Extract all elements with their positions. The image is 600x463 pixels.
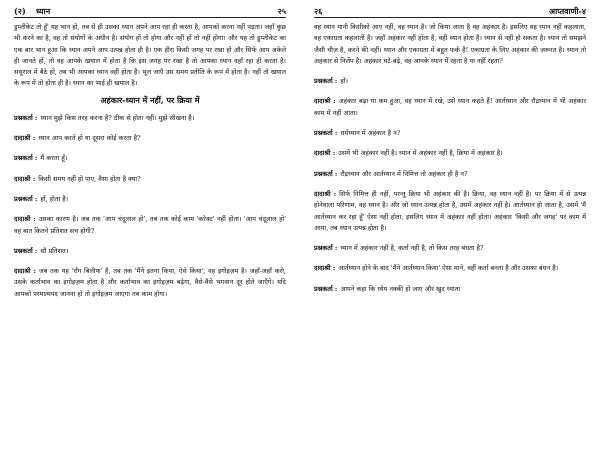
right-page	[300, 0, 600, 463]
dialogue-text: उसमें भी अहंकार नहीं है। ध्यान में अहंकार नहीं है, क्रिया में अहंकार है।	[338, 149, 503, 158]
dialogue-text: किसी समय नहीं हो पाए, वैसा होता है क्या?	[38, 174, 141, 183]
left-page-number: (२)	[14, 6, 26, 16]
left-header-rule	[14, 17, 286, 18]
right-header-rule	[314, 17, 586, 18]
dialogue-entry	[314, 128, 586, 139]
dialogue-text: आर्तध्यान होने के बाद 'मैंने आर्तध्यान किया' ऐसा माने, वहीं कर्ता बनता है और उसका बंधन है।	[338, 264, 559, 273]
speaker-label: दादाश्री :	[314, 149, 336, 158]
left-page-header	[14, 4, 286, 18]
speaker-label: प्रश्नकर्ता :	[14, 246, 38, 255]
dialogue-entry	[14, 246, 286, 257]
dialogue-text: अहंकार बढ़ा या कम हुआ, वह ध्यान में रखे, उसे ध्यान कहते हैं! आर्तध्यान और रौद्रध्यान में भी अहंकार काम में नहीं आता।	[314, 97, 587, 117]
dialogue-text: हाँ, होता है।	[40, 194, 69, 203]
dialogue-entry	[14, 214, 286, 237]
right-top-paragraph: वह ध्यान यानी किसीको आए नहीं, वह ध्यान है। जो किया जाता है वह अहंकार है। इसलिए वह ध्यान नहीं कहलाता, वह एकाग्रता कहलाती है। जहाँ अहंकार नहीं होता है, वहीं ध्यान होता है। ध्यान से नहीं हो सकता है। ध्यान तो समझने जैसी चीज़ है, करने की नहीं। ध्यान और एकाग्रता में बहुत फर्क है! एकाग्रता के लिए अहंकार की ज़रूरत है। ध्यान तो अहंकार से निर्लेप है। अहंकार घटे-बढ़े, वह आपके ध्यान में रहता है या नहीं रहता?	[314, 23, 586, 65]
dialogue-text: सौ प्रतिशत।	[40, 246, 69, 255]
dialogue-entry	[14, 266, 286, 300]
right-folio: २६	[314, 6, 323, 16]
left-page-body	[14, 22, 286, 304]
dialogue-entry	[14, 194, 286, 205]
speaker-label: प्रश्नकर्ता :	[14, 154, 38, 163]
section-heading: अहंकार-ध्यान में नहीं, पर क्रिया में	[100, 94, 200, 105]
speaker-label: प्रश्नकर्ता :	[314, 129, 338, 138]
right-page-body	[314, 22, 586, 299]
dialogue-entry	[14, 113, 286, 124]
speaker-label: दादाश्री :	[314, 189, 337, 198]
dialogue-text: आपने कहा कि ध्येय नक्की हो जाए और खुद ध्याता	[340, 284, 461, 293]
dialogue-entry	[314, 263, 586, 274]
speaker-label: दादाश्री :	[14, 267, 36, 276]
dialogue-entry	[14, 153, 286, 164]
speaker-label: दादाश्री :	[14, 215, 36, 224]
speaker-label: प्रश्नकर्ता :	[314, 77, 338, 86]
left-folio: २५	[277, 6, 286, 16]
dialogue-entry	[14, 174, 286, 185]
speaker-label: प्रश्नकर्ता :	[314, 244, 338, 253]
dialogue-text: धर्मध्यान में अहंकार है न?	[340, 129, 401, 138]
dialogue-text: मैं करता हूँ।	[40, 154, 68, 163]
dialogue-entry	[314, 148, 586, 159]
dialogue-entry	[314, 189, 586, 234]
left-running-title: ध्यान	[36, 6, 51, 16]
speaker-label: प्रश्नकर्ता :	[314, 169, 338, 178]
speaker-label: दादाश्री :	[314, 264, 336, 273]
dialogue-entry	[314, 284, 586, 295]
right-running-title: आप्तवाणी-४	[548, 6, 586, 16]
dialogue-entry	[314, 96, 586, 119]
speaker-label: प्रश्नकर्ता :	[314, 284, 338, 293]
speaker-label: दादाश्री :	[314, 97, 336, 106]
speaker-label: प्रश्नकर्ता :	[14, 194, 38, 203]
dialogue-entry	[14, 133, 286, 144]
dialogue-text: रौद्रध्यान और आर्तध्यान में निमित्त तो अहंकार ही है न?	[340, 169, 468, 178]
dialogue-text: ध्यान आप करते हो या दूसरा कोई करता है?	[38, 134, 141, 143]
speaker-label: दादाश्री :	[14, 174, 36, 183]
left-top-paragraph: डुप्लीकेट तो हूँ' यह भान हो, तब से ही उसका ध्यान अपने आप रहा ही करता है, आपको करना नहीं पड़ता। जहाँ कुछ भी करने का है, वह तो संयोगों के अधीन है। संयोग हों तो होगा और नहीं हों तो नहीं होगा। और यह तो डुप्लीकेट का एक बार भान हुआ कि ध्यान अपने आप उत्पन्न होता ही है। एक हीरा किसी जगह पर रखा हो और सिर्फ आप अकेले ही जानते हों, तो वह आपके खयाल में होता है कि इस जगह पर रखा है तो आपका ध्यान वहाँ रहा ही करता है। ससुराल में बैठे हों, तब भी आपका ध्यान वहीं होता है। भूल जाएँ उस समय प्रतीति के रूप में होता है। नहीं तो खयाल के रूप में तो होता ही है। ध्यान का भाई ही खयाल है।	[14, 23, 286, 88]
dialogue-text: उसका कारण है। जब तक 'आप चंदूलाल हो', तब तक कोई काम 'करेक्ट' नहीं होता। 'आप चंदूलाल हो' वह बात कितने प्रतिशत सच होगी?	[14, 215, 287, 235]
right-page-header	[314, 4, 586, 18]
dialogue-text: ध्यान में अहंकार नहीं है, कर्ता नहीं है, तो किस तरह बंधता है?	[340, 244, 484, 253]
dialogue-text: सिर्फ निमित्त ही नहीं, परन्तु क्रिया भी अहंकार की है। क्रिया, वह ध्यान नहीं है। पर क्रिया में से उत्पन्न होनेवाला परिणाम, वह ध्यान है। और जो ध्यान उत्पन्न होता है, उसमें अहंकार नहीं है। आर्तध्यान हो जाता है, उसमें 'मैं आर्तध्यान कर रहा हूँ' ऐसा नहीं होता, इसलिए ध्यान में अहंकार नहीं होता। अहंकार 'किसी और जगह' पर काम में आया, तब ध्यान उत्पन्न होता है।	[314, 189, 586, 232]
dialogue-entry	[314, 243, 586, 254]
dialogue-entry	[314, 169, 586, 180]
dialogue-text: ध्यान मुझे किस तरह करना है? ठीक से होता नहीं। मुझे सीखना है।	[40, 113, 195, 122]
dialogue-text: हाँ।	[340, 77, 348, 86]
speaker-label: दादाश्री :	[14, 134, 36, 143]
dialogue-text: जब तक यह 'रॉंग बिलीफ' है, तब तक 'मैंने इतना किया, ऐसे किया', वह इगोइज़म है। जहाँ-जहाँ करो, उसके कर्ताभाव का इगोइज़म होता है और कर्ताभाव का इगोइज़म बढ़ेगा, वैसे-वैसे भगवान दूर होते जाएँगे। यदि आपको परमात्मपद जानना हो तो इगोइज़म जाएगा तब काम होगा।	[14, 267, 286, 298]
speaker-label: प्रश्नकर्ता :	[14, 113, 38, 122]
dialogue-entry	[314, 76, 586, 87]
